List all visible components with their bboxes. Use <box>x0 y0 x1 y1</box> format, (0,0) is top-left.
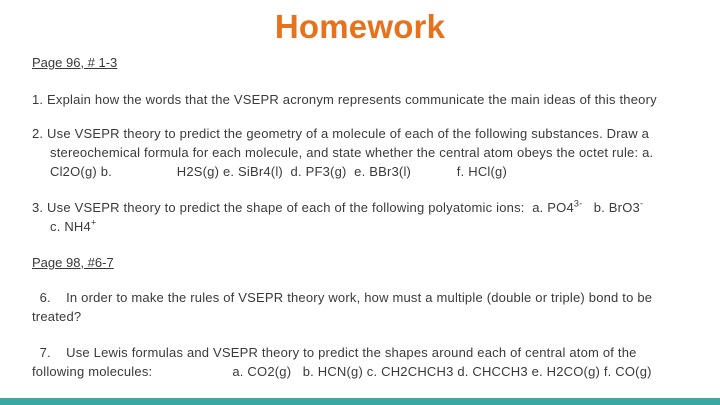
question-3-line1 <box>32 198 692 217</box>
question-3-line2 <box>32 217 692 236</box>
question-7 <box>32 343 692 381</box>
question-2-line2: stereochemical formula for each molecule, and state whether the central atom obeys the octet rule: a. <box>50 145 654 160</box>
question-6-line2: treated? <box>32 309 82 324</box>
section2-heading[interactable]: Page 98, #6-7 <box>32 255 114 270</box>
question-1-text: 1. Explain how the words that the VSEPR acronym represents communicate the main ideas of this theory <box>32 92 657 107</box>
question-2 <box>32 124 692 181</box>
page-title: Homework <box>274 8 446 45</box>
question-2-line1: 2. Use VSEPR theory to predict the geometry of a molecule of each of the following substances. Draw a <box>32 126 650 141</box>
question-6 <box>32 288 692 326</box>
question-3-line1-a: 3. Use VSEPR theory to predict the shape of each of the following polyatomic ions: a. PO4 <box>32 200 574 215</box>
question-3-sup-charge: 3- <box>573 198 583 209</box>
question-2-line3: Cl2O(g) b. H2S(g) e. SiBr4(l) d. PF3(g) e. BBr3(l) f. HCl(g) <box>50 164 508 179</box>
question-3-line2-sup: + <box>90 217 97 228</box>
question-3-sup-charge2: - <box>639 198 644 209</box>
question-3-line1-b: b. BrO3 <box>582 200 640 215</box>
question-7-line1: 7. Use Lewis formulas and VSEPR theory to predict the shapes around each of central atom of the <box>32 345 637 360</box>
question-3 <box>32 198 692 236</box>
question-7-line2: following molecules: a. CO2(g) b. HCN(g) c. CH2CHCH3 d. CHCCH3 e. H2CO(g) f. CO(g) <box>32 364 652 379</box>
question-1 <box>32 90 692 109</box>
section1-heading[interactable]: Page 96, # 1-3 <box>32 55 118 70</box>
bottom-accent-bar <box>0 398 720 405</box>
question-3-line2-a: c. NH4 <box>50 219 91 234</box>
question-6-line1: 6. In order to make the rules of VSEPR theory work, how must a multiple (double or triple) bond to be <box>32 290 653 305</box>
